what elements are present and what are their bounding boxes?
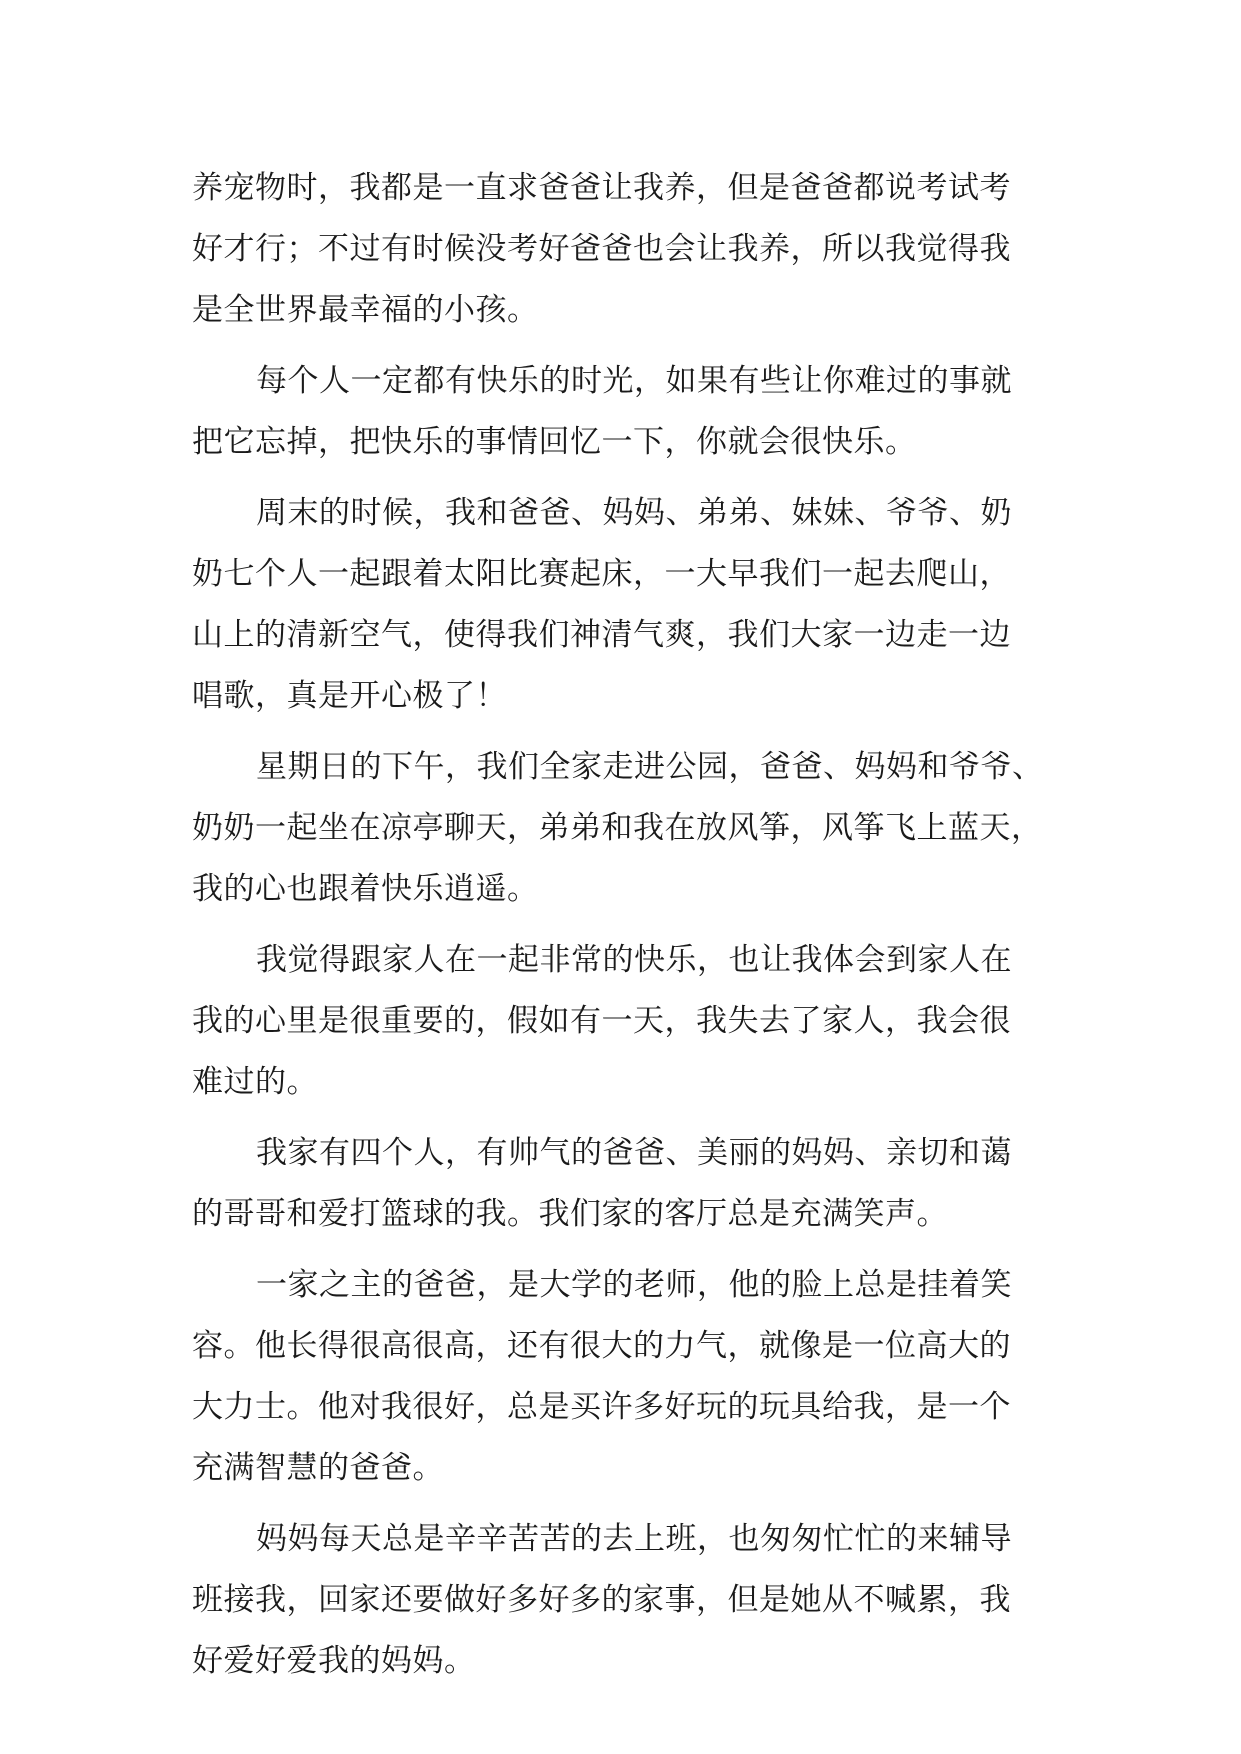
paragraph-7 (192, 1255, 1054, 1499)
paragraph-line: 奶奶一起坐在凉亭聊天，弟弟和我在放风筝，风筝飞上蓝天， (192, 810, 1043, 846)
paragraph-line: 大力士。他对我很好，总是买许多好玩的玩具给我，是一个 (192, 1389, 1011, 1425)
paragraph-line: 容。他长得很高很高，还有很大的力气，就像是一位高大的 (192, 1328, 1011, 1364)
paragraph-line: 充满智慧的爸爸。 (192, 1450, 444, 1486)
paragraph-3 (192, 483, 1054, 727)
paragraph-line: 的哥哥和爱打篮球的我。我们家的客厅总是充满笑声。 (192, 1196, 948, 1232)
paragraph-1 (192, 158, 1054, 341)
paragraph-6 (192, 1123, 1054, 1245)
paragraph-line: 星期日的下午，我们全家走进公园，爸爸、妈妈和爷爷、 (256, 749, 1044, 785)
paragraph-line: 我家有四个人，有帅气的爸爸、美丽的妈妈、亲切和蔼 (256, 1135, 1012, 1171)
paragraph-line: 好才行；不过有时候没考好爸爸也会让我养，所以我觉得我 (192, 231, 1011, 267)
paragraph-line: 奶七个人一起跟着太阳比赛起床，一大早我们一起去爬山， (192, 556, 1011, 592)
paragraph-8 (192, 1509, 1054, 1692)
paragraph-4 (192, 737, 1054, 920)
paragraph-line: 养宠物时，我都是一直求爸爸让我养，但是爸爸都说考试考 (192, 170, 1011, 206)
paragraph-line: 我的心也跟着快乐逍遥。 (192, 871, 539, 907)
paragraph-5 (192, 930, 1054, 1113)
paragraph-line: 难过的。 (192, 1064, 318, 1100)
paragraph-line: 班接我，回家还要做好多好多的家事，但是她从不喊累，我 (192, 1582, 1011, 1618)
paragraph-2 (192, 351, 1054, 473)
paragraph-line: 妈妈每天总是辛辛苦苦的去上班，也匆匆忙忙的来辅导 (256, 1521, 1012, 1557)
paragraph-line: 每个人一定都有快乐的时光，如果有些让你难过的事就 (256, 363, 1012, 399)
paragraph-line: 把它忘掉，把快乐的事情回忆一下，你就会很快乐。 (192, 424, 917, 460)
document-body (192, 158, 1054, 1692)
paragraph-line: 是全世界最幸福的小孩。 (192, 292, 539, 328)
paragraph-line: 好爱好爱我的妈妈。 (192, 1643, 476, 1679)
paragraph-line: 唱歌，真是开心极了！ (192, 678, 507, 714)
paragraph-line: 我的心里是很重要的，假如有一天，我失去了家人，我会很 (192, 1003, 1011, 1039)
paragraph-line: 我觉得跟家人在一起非常的快乐，也让我体会到家人在 (256, 942, 1012, 978)
paragraph-line: 一家之主的爸爸，是大学的老师，他的脸上总是挂着笑 (256, 1267, 1012, 1303)
paragraph-line: 周末的时候，我和爸爸、妈妈、弟弟、妹妹、爷爷、奶 (256, 495, 1012, 531)
paragraph-line: 山上的清新空气，使得我们神清气爽，我们大家一边走一边 (192, 617, 1011, 653)
